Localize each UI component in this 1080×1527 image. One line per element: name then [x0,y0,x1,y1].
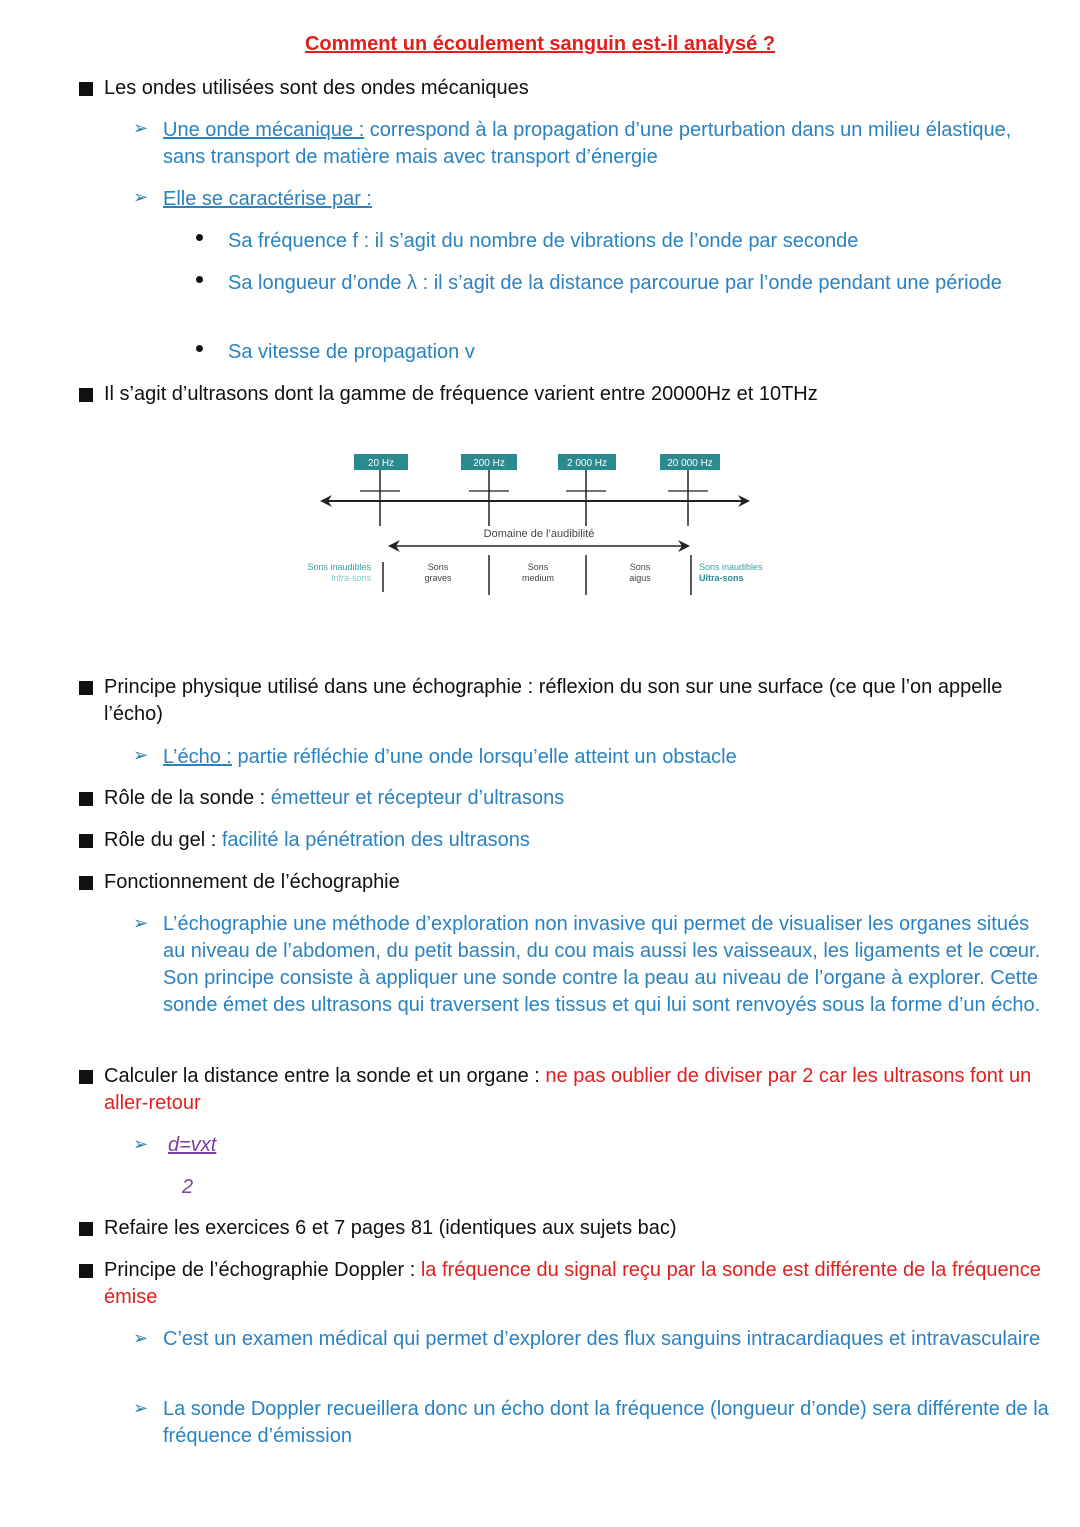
formula-numerator: d=vxt [168,1134,217,1156]
section-physical-principle: Principe physique utilisé dans une échographie : réflexion du son sur une surface (ce que l’on appelle l’écho) [104,676,1003,725]
section-distance [104,1063,1054,1117]
section-doppler [104,1257,1054,1311]
doppler-label: Principe de l’échographie Doppler : [104,1259,421,1281]
doppler-text: la fréquence du signal reçu par la sonde est différente de la fréquence émise [104,1259,1041,1308]
square-bullet-icon [79,82,93,96]
freq-label-20hz: 20 Hz [367,458,395,469]
bullet-speed: Sa vitesse de propagation v [228,341,475,363]
zone-infrasound-l2: Infra-sons [330,573,371,583]
mechanical-wave-definition [163,117,1053,171]
arrow-bullet-icon: ➢ [133,745,149,765]
definition-text: correspond à la propagation d’une perturbation dans un milieu élastique, sans transport de matière mais avec transport d’énergie [163,119,1012,168]
arrow-bullet-icon: ➢ [133,187,149,207]
gel-label: Rôle du gel : [104,829,222,851]
zone-high-l1: Sons [629,562,651,572]
square-bullet-icon [79,1070,93,1084]
zone-medium-l1: Sons [527,562,549,572]
zone-infrasound-l1: Sons inaudibles [307,562,371,572]
square-bullet-icon [79,876,93,890]
section-gel-role [104,827,1054,854]
characteristics-label: Elle se caractérise par : [163,188,372,210]
zone-high-l2: aigus [629,573,651,583]
doppler-exam-text: C’est un examen médical qui permet d’explorer des flux sanguins intracardiaques et intravasculaire [163,1328,1041,1350]
page-title: Comment un écoulement sanguin est-il analysé ? [304,33,776,55]
distance-text: ne pas oublier de diviser par 2 car les ultrasons font un aller-retour [104,1065,1032,1114]
probe-label: Rôle de la sonde : [104,787,271,809]
square-bullet-icon [79,388,93,402]
freq-label-20000hz: 20 000 Hz [667,458,713,469]
arrow-bullet-icon: ➢ [133,118,149,138]
gel-text: facilité la pénétration des ultrasons [221,829,530,851]
square-bullet-icon [79,1222,93,1236]
section-waves: Les ondes utilisées sont des ondes mécaniques [104,77,529,99]
square-bullet-icon [79,1264,93,1278]
section-exercises: Refaire les exercices 6 et 7 pages 81 (identiques aux sujets bac) [104,1217,677,1239]
zone-low-l1: Sons [427,562,449,572]
bullet-frequency: Sa fréquence f : il s’agit du nombre de vibrations de l’onde par seconde [228,230,859,252]
zone-medium-l2: medium [521,573,555,583]
square-bullet-icon [79,681,93,695]
echo-text: partie réfléchie d’une onde lorsqu’elle atteint un obstacle [231,746,737,768]
functioning-paragraph: L’échographie une méthode d’exploration non invasive qui permet de visualiser les organes situés au niveau de l’abdomen, du petit bassin, du cou mais aussi les vaisseaux, les ligaments et le cœur. Son principe consiste à appliquer une sonde contre la peau au niveau de l’organe à explorer. Cette sonde émet des ultrasons qui traversent les tissus et qui lui sont renvoyés sous la forme d’un écho. [163,913,1041,1016]
dot-bullet-icon [196,276,203,283]
section-functioning: Fonctionnement de l’échographie [104,871,400,893]
zone-low-l2: graves [424,573,452,583]
zone-ultrasound-l2: Ultra-sons [699,573,744,583]
echo-label: L’écho : [163,746,232,768]
section-probe-role [104,785,1054,812]
echo-definition [163,744,1053,771]
audibility-domain-label: Domaine de l’audibilité [483,528,595,540]
frequency-scale-svg [290,440,780,615]
zone-ultrasound-l1: Sons inaudibles [699,562,763,572]
arrow-bullet-icon: ➢ [133,1398,149,1418]
bullet-wavelength: Sa longueur d’onde λ : il s’agit de la distance parcourue par l’onde pendant une période [228,272,1002,294]
distance-label: Calculer la distance entre la sonde et un organe : [104,1065,546,1087]
square-bullet-icon [79,834,93,848]
freq-label-2000hz: 2 000 Hz [566,458,608,469]
arrow-bullet-icon: ➢ [133,1328,149,1348]
arrow-bullet-icon: ➢ [133,913,149,933]
section-ultrasound-range: Il s’agit d’ultrasons dont la gamme de fréquence varient entre 20000Hz et 10THz [104,383,818,405]
freq-label-200hz: 200 Hz [473,458,505,469]
frequency-diagram [290,440,780,615]
arrow-bullet-icon: ➢ [133,1134,149,1154]
probe-text: émetteur et récepteur d’ultrasons [270,787,565,809]
square-bullet-icon [79,792,93,806]
dot-bullet-icon [196,234,203,241]
formula-denominator: 2 [182,1176,194,1198]
doppler-echo-text: La sonde Doppler recueillera donc un écho dont la fréquence (longueur d’onde) sera différente de la fréquence d’émission [163,1398,1049,1447]
dot-bullet-icon [196,345,203,352]
definition-label: Une onde mécanique : [163,119,365,141]
